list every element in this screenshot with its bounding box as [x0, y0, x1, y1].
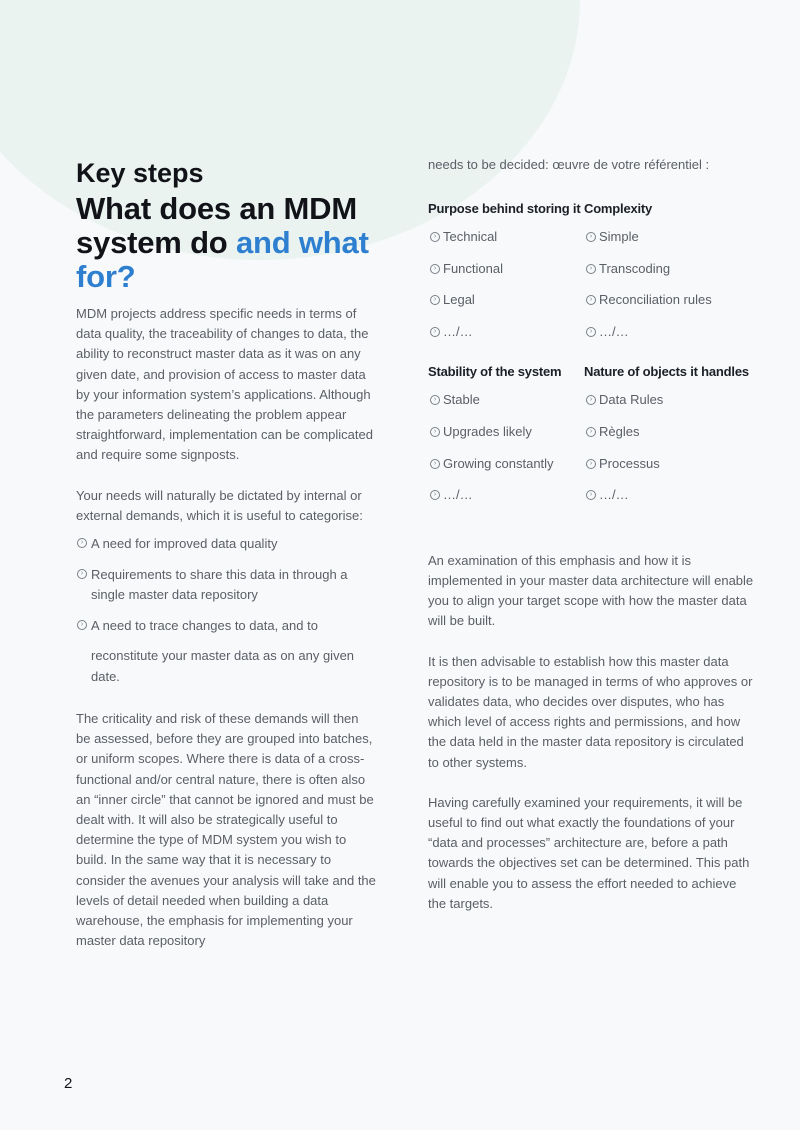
chevron-circle-icon: › — [430, 327, 440, 337]
criteria-group — [428, 364, 584, 516]
group-item: › Reconciliation rules — [584, 290, 754, 322]
chevron-circle-icon: › — [430, 490, 440, 500]
criteria-group — [584, 364, 754, 516]
chevron-circle-icon: › — [586, 459, 596, 469]
chevron-circle-icon: › — [586, 232, 596, 242]
title-accent: and what for? — [76, 225, 369, 294]
list-item: › Requirements to share this data in through a single master data repository — [76, 565, 376, 606]
group-item: › Technical — [428, 227, 584, 259]
group-item: › Transcoding — [584, 259, 754, 291]
group-item: › Data Rules — [584, 390, 754, 422]
group-item: › Growing constantly — [428, 454, 584, 486]
criticality-paragraph: The criticality and risk of these demands will then be assessed, before they are grouped into batches, or uniform scopes. Where there is data of a cross-functional and/or central nature, there is often also an “inner circle” that cannot be ignored and must be dealt with. It will also be strategically useful to determine the type of MDM system you wish to build. In the same way that it is necessary to consider the avenues your analysis will take and the levels of detail needed when building a data warehouse, the emphasis for implementing your master data repository — [76, 711, 376, 949]
chevron-circle-icon: › — [77, 538, 87, 548]
group-item: › …/… — [428, 485, 584, 517]
foundations-paragraph: Having carefully examined your requirements, it will be useful to find out what exactly the foundations of your “data and processes” architecture are, before a path towards the objectives set can be determined. This path will enable you to assess the effort needed to achieve the targets. — [428, 794, 750, 911]
group-item: › …/… — [584, 322, 754, 354]
chevron-circle-icon: › — [586, 427, 596, 437]
chevron-circle-icon: › — [586, 490, 596, 500]
left-column — [76, 156, 376, 951]
chevron-circle-icon: › — [586, 295, 596, 305]
chevron-circle-icon: › — [586, 327, 596, 337]
chevron-circle-icon: › — [430, 295, 440, 305]
group-item: › Functional — [428, 259, 584, 291]
group-item: › Stable — [428, 390, 584, 422]
criteria-group — [428, 201, 584, 353]
criteria-group — [584, 201, 754, 353]
group-item: › Upgrades likely — [428, 422, 584, 454]
chevron-circle-icon: › — [586, 395, 596, 405]
governance-paragraph: It is then advisable to establish how this master data repository is to be managed in terms of who approves or validates data, who decides over disputes, who has which level of access rights and permissions, and how the data held in the master data repository is circulated to other systems. — [428, 653, 753, 770]
group-item: › …/… — [584, 485, 754, 517]
intro-paragraph: MDM projects address specific needs in terms of data quality, the traceability of changes to data, the ability to reconstruct master data as it was on any given date, and provision of access to master data by your information system’s applications. Although the parameters delineating the problem appear straightforward, implementation can be complicated and require some signposts. — [76, 306, 373, 463]
grid-intro: needs to be decided: œuvre de votre référentiel : — [428, 157, 710, 172]
group-heading: Nature of objects it handles — [584, 364, 749, 380]
group-item: › Processus — [584, 454, 754, 486]
chevron-circle-icon: › — [430, 264, 440, 274]
chevron-circle-icon: › — [430, 427, 440, 437]
chevron-circle-icon: › — [430, 395, 440, 405]
section-kicker: Key steps — [76, 158, 204, 188]
group-heading: Purpose behind storing it — [428, 201, 581, 216]
group-heading: Stability of the system — [428, 364, 562, 380]
group-item: › …/… — [428, 322, 584, 354]
chevron-circle-icon: › — [430, 232, 440, 242]
chevron-circle-icon: › — [77, 620, 87, 630]
criteria-grid — [428, 201, 758, 353]
chevron-circle-icon: › — [77, 569, 87, 579]
chevron-circle-icon: › — [430, 459, 440, 469]
chevron-circle-icon: › — [586, 264, 596, 274]
group-item: › Règles — [584, 422, 754, 454]
needs-list — [76, 534, 376, 636]
group-heading: Complexity — [584, 201, 653, 216]
right-column — [428, 155, 758, 914]
list-item: › A need to trace changes to data, and to — [76, 616, 376, 637]
group-item: › Simple — [584, 227, 754, 259]
list-item: › A need for improved data quality — [76, 534, 376, 555]
page-title — [76, 192, 376, 294]
page-number: 2 — [64, 1075, 73, 1092]
group-item: › Legal — [428, 290, 584, 322]
needs-paragraph: Your needs will naturally be dictated by internal or external demands, which it is useful to categorise: — [76, 487, 363, 523]
criteria-grid-2 — [428, 364, 758, 516]
title-main: What does an MDM system do — [76, 191, 357, 260]
examination-paragraph: An examination of this emphasis and how it is implemented in your master data architecture will enable you to align your target scope with how the master data will be built. — [428, 552, 754, 629]
list-item-continuation: reconstitute your master data as on any given date. — [91, 648, 355, 684]
